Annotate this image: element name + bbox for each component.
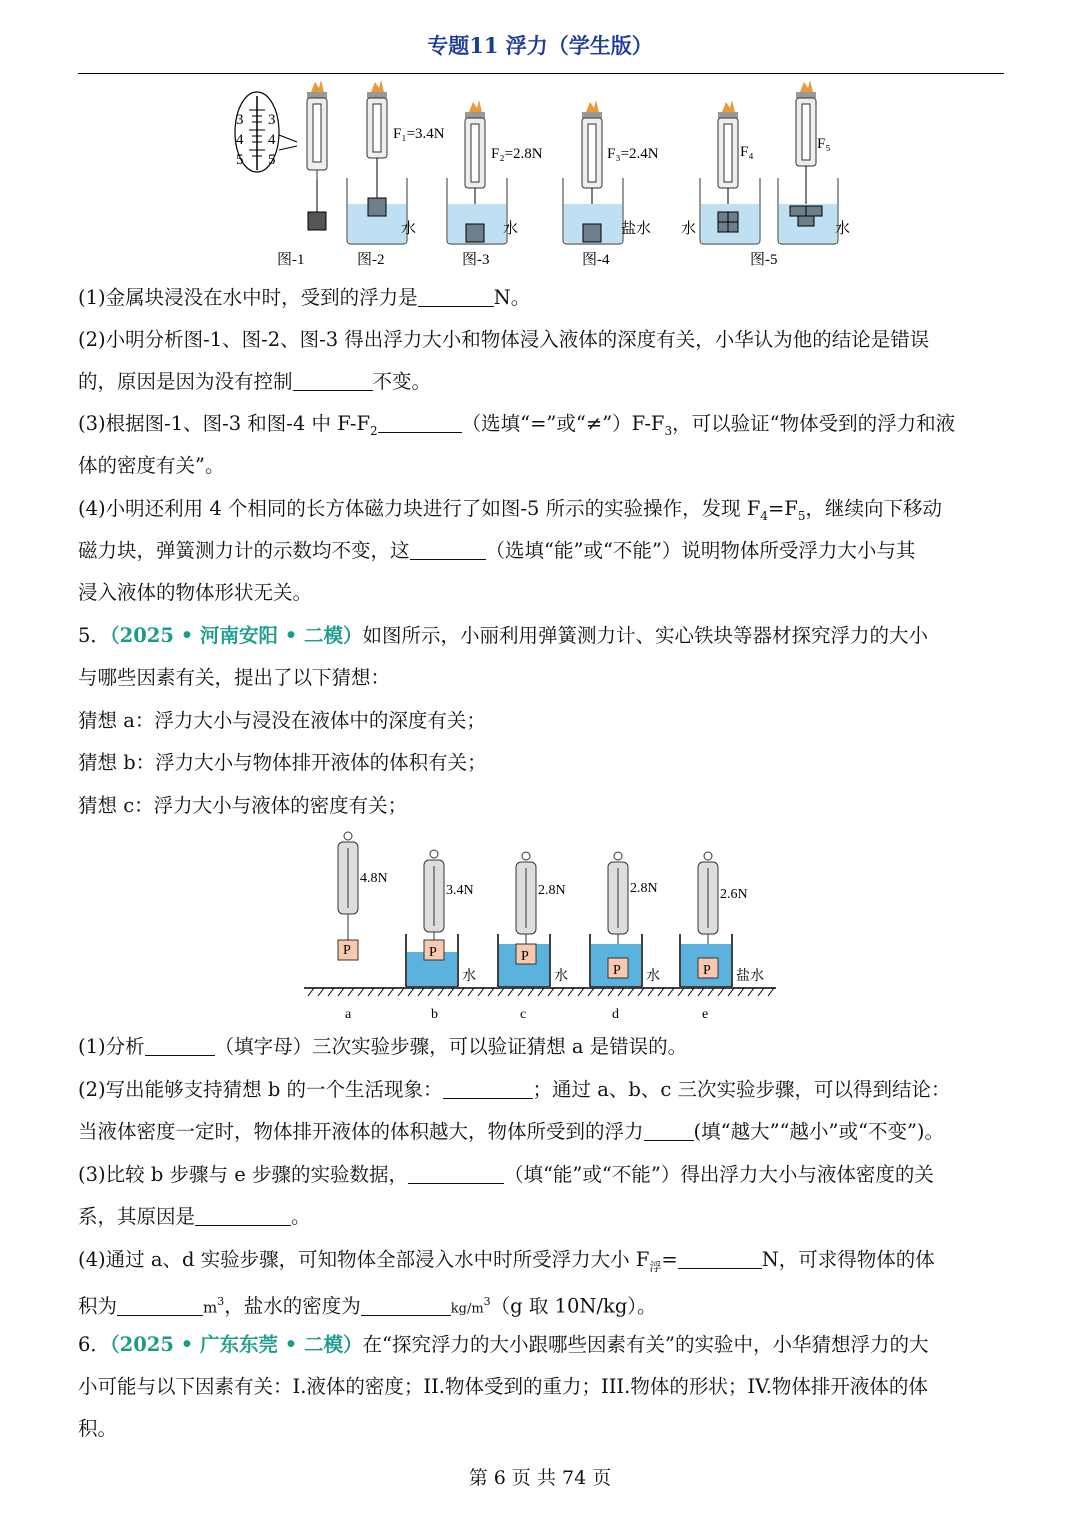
q4-line-5: 体的密度有关”。 (78, 454, 225, 477)
step-caption: b (431, 1007, 438, 1022)
scale-number: 3 (268, 112, 276, 128)
answer-blank[interactable] (195, 1207, 291, 1226)
spring-scale (698, 852, 718, 958)
block-label: P (613, 963, 621, 978)
q5-sub-4: (3)比较 b 步骤与 e 步骤的实验数据， （填“能”或“不能”）得出浮力大小与液体密度的关 (78, 1163, 934, 1186)
force-reading: 2.6N (720, 887, 748, 902)
scale-number: 5 (268, 152, 276, 168)
spring-scale (367, 80, 387, 216)
water-container (590, 934, 642, 986)
step-caption: c (520, 1007, 527, 1022)
figure-caption: 图-5 (750, 252, 778, 268)
spring-scale (516, 852, 536, 944)
hypothesis-c: 猜想 c：浮力大小与液体的密度有关； (78, 794, 408, 817)
force-reading: 4.8N (360, 871, 388, 886)
force-reading: 2.8N (538, 883, 566, 898)
q6-line-2: 小可能与以下因素有关：I.液体的密度；II.物体受到的重力；III.物体的形状；IV.物体排开液体的体 (78, 1375, 928, 1398)
force-reading: F₄ (740, 144, 754, 160)
q5-sub-6: (4)通过 a、d 实验步骤，可知物体全部浸入水中时所受浮力大小 $F_浮= N$，可求得物体的体 (78, 1248, 935, 1274)
water-container (406, 934, 458, 986)
q4-line-3: 的，原因是因为没有控制 不变。 (78, 370, 432, 393)
step-caption: a (345, 1007, 352, 1022)
answer-blank[interactable] (418, 288, 494, 307)
liquid-label: 水 (503, 221, 519, 237)
source-tag: （2025 • 河南安阳 • 二模） (109, 624, 363, 647)
liquid-label: 水 (462, 969, 476, 984)
block-label: P (521, 949, 529, 964)
figure-caption: 图-4 (582, 252, 610, 268)
liquid-label: 水 (835, 221, 851, 237)
q4-line-7: 磁力块，弹簧测力计的示数均不变，这 （选填“能”或“不能”）说明物体所受浮力大小与其 (78, 539, 916, 562)
hypothesis-a: 猜想 a：浮力大小与浸没在液体中的深度有关； (78, 709, 486, 732)
q5-line-2: 与哪些因素有关，提出了以下猜想： (78, 666, 391, 689)
step-caption: d (612, 1007, 619, 1022)
q6-line-3: 积。 (78, 1417, 118, 1440)
block-label: P (703, 963, 711, 978)
scale-number: 5 (236, 152, 244, 168)
liquid-label: 水 (681, 221, 697, 237)
q6-line-1: 6．（2025 • 广东东莞 • 二模）在“探究浮力的大小跟哪些因素有关”的实验中，小华猜想浮力的大 (78, 1333, 929, 1356)
q5-line-1: 5．（2025 • 河南安阳 • 二模）如图所示，小丽利用弹簧测力计、实心铁块等器材探究浮力的大小 (78, 624, 929, 647)
liquid-label: 水 (554, 969, 568, 984)
spring-scale (307, 80, 327, 230)
saltwater-container (680, 934, 732, 986)
q4-line-8: 浸入液体的物体形状无关。 (78, 581, 313, 604)
q5-sub-7: 积为 $m^3$，盐水的密度为 $kg/m^3(g$ 取 10N/kg）。 (78, 1294, 657, 1318)
q4-line-1: (1)金属块浸没在水中时，受到的浮力是 N。 (78, 286, 531, 309)
answer-blank[interactable] (378, 414, 462, 433)
force-reading: F₅ (817, 136, 831, 152)
page-title: 专题11 浮力（学生版） (427, 33, 653, 58)
answer-blank[interactable] (410, 541, 486, 560)
spring-scale (608, 852, 628, 958)
block-label: P (429, 945, 437, 960)
force-reading: F₂=2.8N (491, 146, 543, 162)
figure-caption: 图-1 (277, 252, 305, 268)
force-reading: F₁=3.4N (393, 126, 445, 142)
figure-spring-scales-2 (302, 826, 780, 1022)
spring-scale (424, 850, 444, 940)
q5-sub-2: (2)写出能够支持猜想 b 的一个生活现象： ；通过 a、b、c 三次实验步骤，可以得到结论： (78, 1078, 951, 1101)
force-reading: 2.8N (630, 881, 658, 896)
answer-blank[interactable] (644, 1122, 694, 1141)
force-reading: 3.4N (446, 883, 474, 898)
answer-blank[interactable] (145, 1037, 215, 1056)
liquid-label: 水 (646, 969, 660, 984)
source-tag: （2025 • 广东东莞 • 二模） (109, 1333, 363, 1356)
liquid-label: 盐水 (621, 221, 652, 237)
figure-spring-scales-1 (225, 80, 875, 272)
q4-line-4: (3)根据图-1、图-3 和图-4 中 $F-F_2$ （选填“=”或“$\ne”)F-F_3$，可以验证“物体受到的浮力和液 (78, 412, 956, 438)
page-footer: 第 6 页 共 74 页 (468, 1467, 612, 1489)
q4-line-2: (2)小明分析图-1、图-2、图-3 得出浮力大小和物体浸入液体的深度有关，小华认为他的结论是错误 (78, 328, 930, 351)
hypothesis-b: 猜想 b：浮力大小与物体排开液体的体积有关； (78, 751, 487, 774)
block-label: P (343, 943, 351, 958)
force-reading: F₃=2.4N (607, 146, 659, 162)
q5-sub-5: 系，其原因是 。 (78, 1205, 311, 1228)
scale-number: 3 (236, 112, 244, 128)
spring-scale (338, 832, 358, 960)
liquid-label: 水 (401, 221, 417, 237)
answer-blank[interactable] (117, 1297, 203, 1316)
answer-blank[interactable] (678, 1250, 762, 1269)
q4-line-6: (4)小明还利用 4 个相同的长方体磁力块进行了如图-5 所示的实验操作，发现 $F_4=F_5$，继续向下移动 (78, 497, 943, 523)
q5-sub-1: (1)分析 （填字母）三次实验步骤，可以验证猜想 a 是错误的。 (78, 1035, 688, 1058)
header-rule (78, 73, 1004, 74)
answer-blank[interactable] (443, 1080, 533, 1099)
scale-number: 4 (236, 132, 244, 148)
step-caption: e (702, 1007, 709, 1022)
answer-blank[interactable] (293, 372, 373, 391)
figure-caption: 图-3 (462, 252, 490, 268)
q5-sub-3: 当液体密度一定时，物体排开液体的体积越大，物体所受到的浮力 (填“越大”“越小”或“不变”)。 (78, 1120, 945, 1143)
liquid-label: 盐水 (736, 969, 764, 984)
figure-caption: 图-2 (357, 252, 385, 268)
scale-number: 4 (268, 132, 276, 148)
answer-blank[interactable] (408, 1165, 504, 1184)
answer-blank[interactable] (361, 1297, 451, 1316)
